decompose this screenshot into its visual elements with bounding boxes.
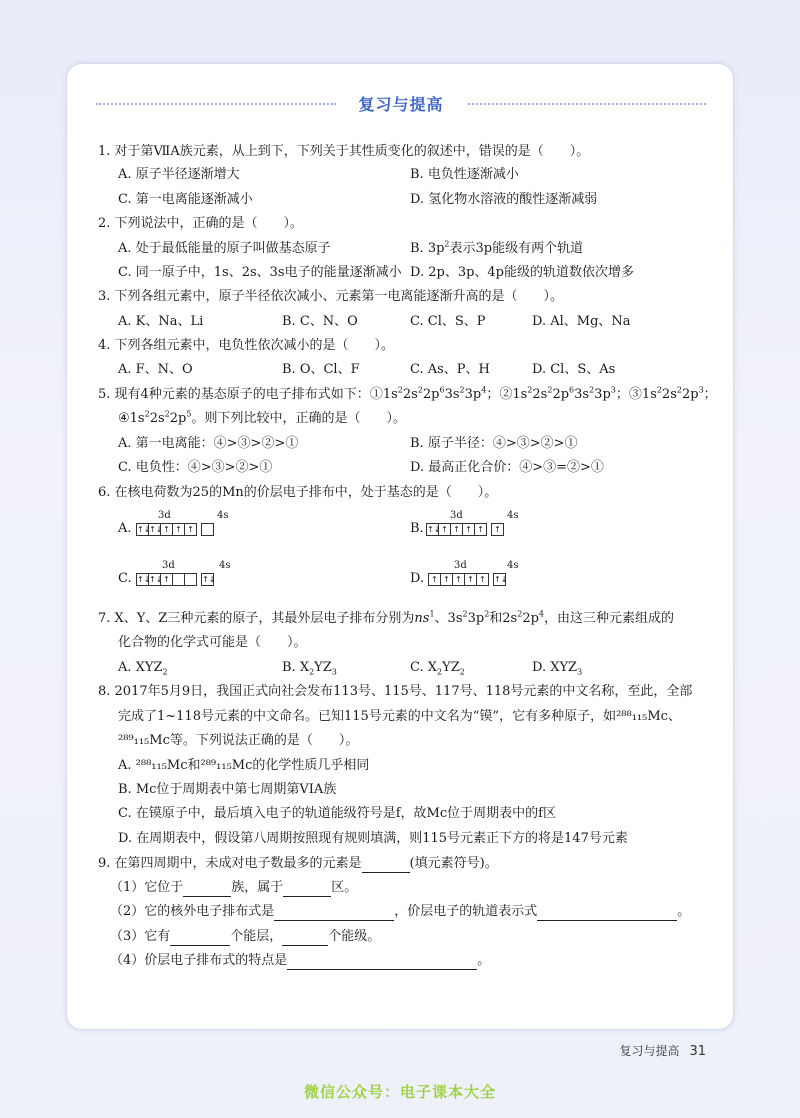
- q4-stem: 4. 下列各组元素中，电负性依次减小的是（ ）。: [98, 338, 395, 353]
- q7-stem-cont: 化合物的化学式可能是（ ）。: [118, 635, 307, 650]
- q2-option-a: A. 处于最低能量的原子叫做基态原子: [118, 241, 331, 256]
- q6-a-3d-box: ↑: [184, 523, 197, 536]
- page-number: 31: [689, 1044, 706, 1059]
- q6-a-4s-box: [201, 523, 214, 536]
- q6-b-3d-box: ↑↓: [427, 525, 441, 534]
- q8-option-c: C. 在镆原子中，最后填入电子的轨道能级符号是f，故Mc位于周期表中的f区: [118, 806, 556, 821]
- q6-a-4s-label: 4s: [217, 510, 229, 521]
- q5-option-c: C. 电负性：④>③>②>①: [118, 460, 273, 475]
- q6-d-3d-box: ↑: [464, 573, 477, 586]
- q6-d-4s-box: ↑↓: [494, 575, 508, 584]
- section-header: [96, 92, 706, 116]
- answer-blank[interactable]: [362, 858, 410, 873]
- q3-option-c: C. Cl、S、P: [410, 314, 486, 329]
- q8-option-d: D. 在周期表中，假设第八周期按照现有规则填满，则115号元素正下方的将是147号元素: [118, 831, 628, 846]
- q6-b-4s-label: 4s: [507, 510, 519, 521]
- q1-stem: 1. 对于第ⅦA族元素，从上到下，下列关于其性质变化的叙述中，错误的是（ ）。: [98, 144, 590, 159]
- q5-option-b: B. 原子半径：④>③>②>①: [410, 436, 578, 451]
- q3-option-a: A. K、Na、Li: [118, 314, 204, 329]
- q6-option-c-label: C.: [118, 571, 132, 586]
- q6-a-3d-box: ↑: [160, 523, 173, 536]
- q8-stem-cont: 完成了1~118号元素的中文命名。已知115号元素的中文名为“镆”，它有多种原子，如²⁸⁸₁₁₅Mc、: [118, 709, 681, 724]
- q9-part-1: （1）它位于 族，属于 区。: [110, 880, 358, 895]
- q7-option-b: B. $X_2YZ_3$: [282, 660, 337, 677]
- q6-b-orbitals: [426, 523, 504, 536]
- answer-blank[interactable]: [274, 906, 394, 921]
- q6-c-3d-box: ↑↓: [137, 575, 151, 584]
- q6-d-3d-box: ↑: [476, 573, 489, 586]
- q6-d-3d-box: ↑: [440, 573, 453, 586]
- q9-part-2: （2）它的核外电子排布式是 ，价层电子的轨道表示式 。: [110, 904, 691, 919]
- q4-option-b: B. O、Cl、F: [282, 362, 360, 377]
- q6-c-3d-label: 3d: [162, 560, 175, 571]
- answer-blank[interactable]: [537, 906, 677, 921]
- q8-option-a: A. ²⁸⁸₁₁₅Mc和²⁸⁹₁₁₅Mc的化学性质几乎相同: [118, 758, 370, 773]
- q6-a-orbitals: [136, 523, 214, 536]
- q6-d-4s-label: 4s: [507, 560, 519, 571]
- q6-a-3d-box: ↑↓: [137, 525, 151, 534]
- q3-option-b: B. C、N、O: [282, 314, 358, 329]
- q6-option-b-label: B.: [410, 521, 424, 536]
- q5-option-d: D. 最高正化合价：④>③=②>①: [410, 460, 604, 475]
- q2-option-d: D. 2p、3p、4p能级的轨道数依次增多: [410, 265, 635, 280]
- q6-c-3d-box: ↑↓: [149, 575, 163, 584]
- q7-option-c: C. $X_2YZ_2$: [410, 660, 465, 677]
- footer-label: 复习与提高: [619, 1044, 680, 1058]
- answer-blank[interactable]: [287, 955, 477, 970]
- q2-option-b: B. $3p^2$表示3p能级有两个轨道: [410, 239, 584, 256]
- q5-option-a: A. 第一电离能：④>③>②>①: [118, 436, 299, 451]
- answer-blank[interactable]: [283, 882, 331, 897]
- q6-b-3d-box: ↑: [438, 523, 451, 536]
- section-title: 复习与提高: [358, 95, 444, 114]
- header-divider-right: [468, 103, 706, 105]
- q1-option-d: D. 氢化物水溶液的酸性逐渐减弱: [410, 192, 598, 207]
- answer-blank[interactable]: [183, 882, 231, 897]
- q6-a-3d-box: ↑: [172, 523, 185, 536]
- q7-option-d: D. $XYZ_3$: [532, 660, 583, 677]
- q1-option-c: C. 第一电离能逐渐减小: [118, 192, 253, 207]
- answer-blank[interactable]: [282, 931, 328, 946]
- q6-c-3d-box: [184, 573, 197, 586]
- q6-a-3d-label: 3d: [158, 510, 171, 521]
- q3-stem: 3. 下列各组元素中，原子半径依次减小、元素第一电离能逐渐升高的是（ ）。: [98, 289, 564, 304]
- q6-d-3d-label: 3d: [454, 560, 467, 571]
- q6-d-3d-box: ↑: [452, 573, 465, 586]
- q6-b-3d-label: 3d: [450, 510, 463, 521]
- q6-c-4s-label: 4s: [219, 560, 231, 571]
- q6-b-4s-box: ↑: [491, 523, 504, 536]
- q6-option-d-label: D.: [410, 571, 425, 586]
- q7-stem: 7. X、Y、Z三种元素的原子，其最外层电子排布分别为$ns^1$、$3s^23p^2$和$2s^22p^4$，由这三种元素组成的: [98, 609, 675, 626]
- q6-b-3d-box: ↑: [462, 523, 475, 536]
- q6-c-4s-box: ↑↓: [202, 575, 216, 584]
- q1-option-a: A. 原子半径逐渐增大: [118, 167, 240, 182]
- q2-stem: 2. 下列说法中，正确的是（ ）。: [98, 216, 304, 231]
- q4-option-d: D. Cl、S、As: [532, 362, 616, 377]
- page-footer: [619, 1042, 706, 1059]
- q6-d-3d-box: ↑: [428, 573, 441, 586]
- q9-part-4: （4）价层电子排布式的特点是 。: [110, 953, 491, 968]
- q7-option-a: A. $XYZ_2$: [118, 660, 168, 677]
- q5-stem: 5. 现有4种元素的基态原子的电子排布式如下：$①1s^22s^22p^63s^23p^4$；$②1s^22s^22p^63s^23p^3$；$③1s^22s^22p^3$；: [98, 385, 717, 402]
- q8-stem: 8. 2017年5月9日，我国正式向社会发布113号、115号、117号、118号元素的中文名称，至此，全部: [98, 684, 693, 699]
- q2-option-c: C. 同一原子中，1s、2s、3s电子的能量逐渐减小: [118, 265, 402, 280]
- q4-option-c: C. As、P、H: [410, 362, 490, 377]
- q6-c-orbitals: [136, 573, 214, 586]
- q6-stem: 6. 在核电荷数为25的Mn的价层电子排布中，处于基态的是（ ）。: [98, 485, 498, 500]
- q4-option-a: A. F、N、O: [118, 362, 193, 377]
- q6-a-3d-box: ↑↓: [149, 525, 163, 534]
- q3-option-d: D. Al、Mg、Na: [532, 314, 631, 329]
- q8-option-b: B. Mc位于周期表中第七周期第VIA族: [118, 782, 337, 797]
- q6-d-orbitals: [428, 573, 506, 586]
- q1-option-b: B. 电负性逐渐减小: [410, 167, 519, 182]
- q9-stem: 9. 在第四周期中，未成对电子数最多的元素是 (填元素符号)。: [98, 856, 498, 871]
- q5-stem-cont: $④1s^22s^22p^5$。则下列比较中，正确的是（ ）。: [118, 409, 406, 426]
- q6-option-a-label: A.: [118, 521, 132, 536]
- q6-c-3d-box: ↑: [160, 573, 173, 586]
- q6-b-3d-box: ↑: [450, 523, 463, 536]
- q9-part-3: （3）它有 个能层， 个能级。: [110, 929, 381, 944]
- q6-b-3d-box: ↑: [474, 523, 487, 536]
- answer-blank[interactable]: [170, 931, 230, 946]
- q8-stem-cont: ²⁸⁹₁₁₅Mc等。下列说法正确的是（ ）。: [118, 733, 359, 748]
- watermark-text: 微信公众号：电子课本大全: [303, 1083, 496, 1101]
